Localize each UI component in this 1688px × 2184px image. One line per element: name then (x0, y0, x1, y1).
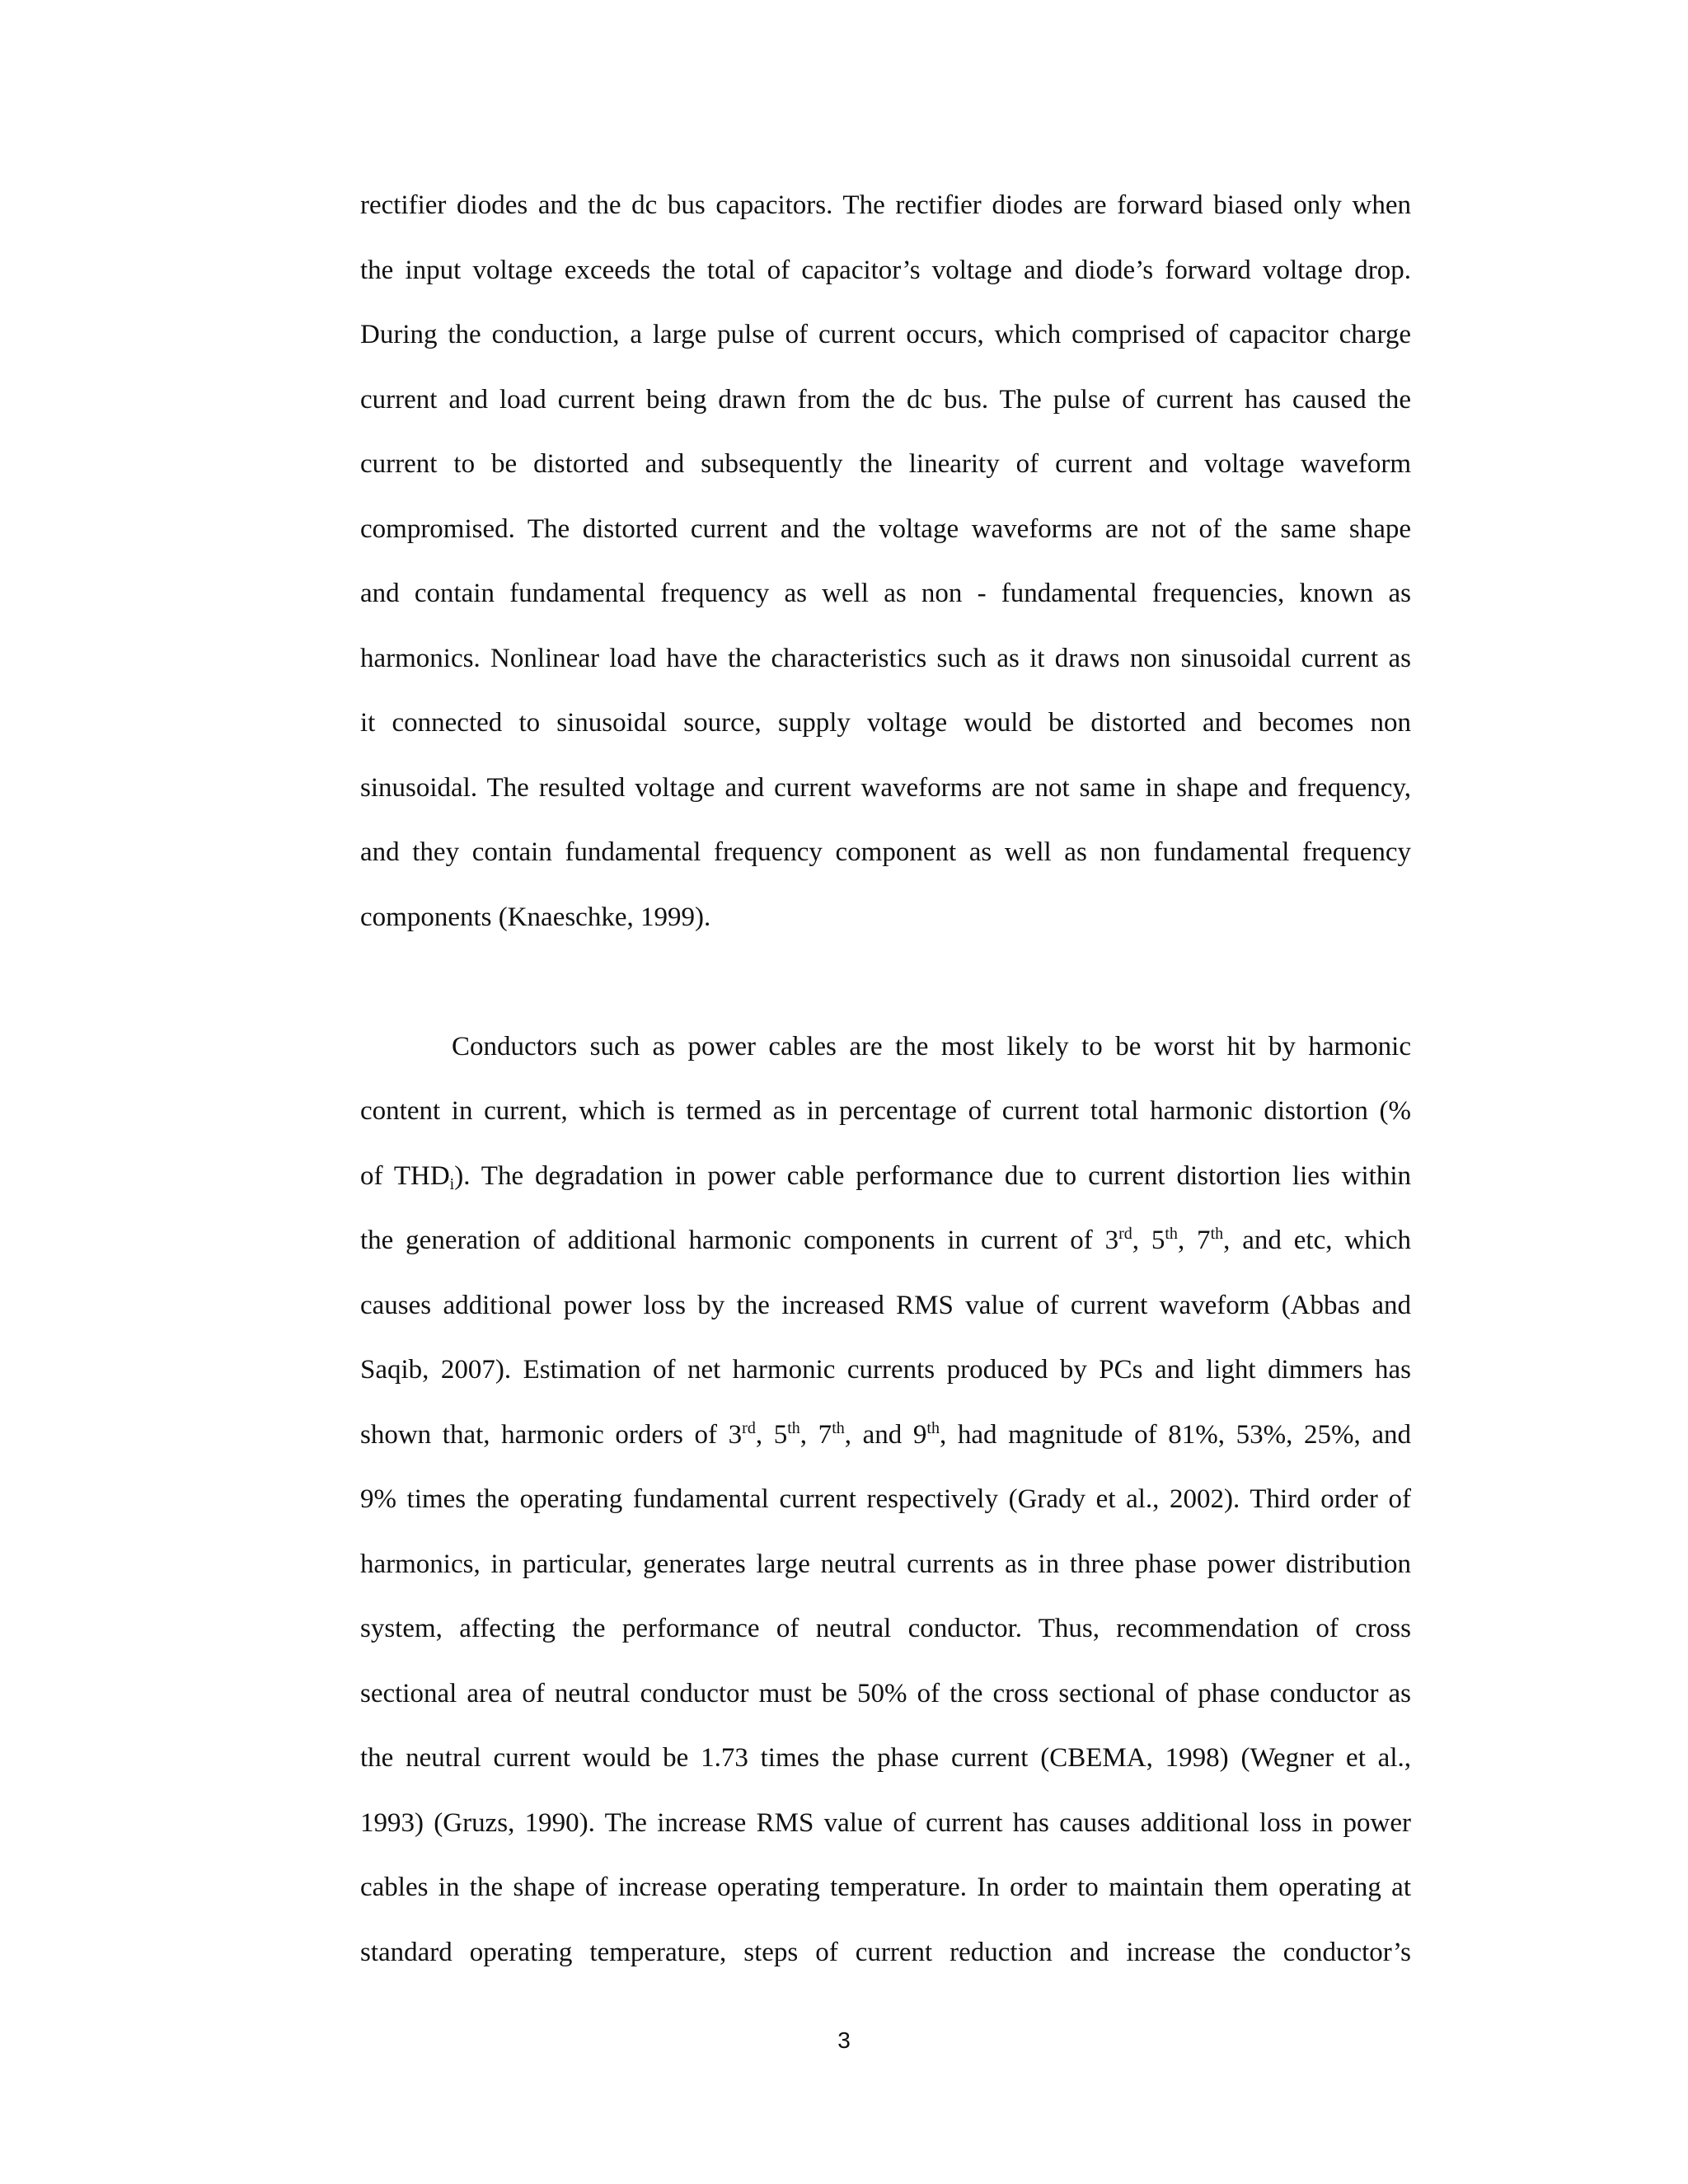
paragraph-2-line: content in current, which is termed as in percentage of current total harmonic distortion (% (360, 1096, 1411, 1126)
paragraph-gap (360, 949, 1411, 1015)
paragraph-2-line: standard operating temperature, steps of current reduction and increase the conductor’s (360, 1937, 1411, 1967)
paragraph-2-line: cables in the shape of increase operating temperature. In order to maintain them operating at (360, 1872, 1411, 1902)
paragraph-1-line: current and load current being drawn from the dc bus. The pulse of current has caused the (360, 384, 1411, 415)
superscript: th (1165, 1225, 1178, 1243)
paragraph-1-line: it connected to sinusoidal source, supply voltage would be distorted and becomes non (360, 708, 1411, 738)
paragraph-1-line: current to be distorted and subsequently the linearity of current and voltage waveform (360, 449, 1411, 479)
subscript: i (449, 1174, 455, 1193)
paragraph-2-line: Conductors such as power cables are the most likely to be worst hit by harmonic (452, 1031, 1411, 1062)
paragraph-2-line: 9% times the operating fundamental current respectively (Grady et al., 2002). Third order of (360, 1484, 1411, 1514)
text-run: of THD (360, 1160, 450, 1191)
paragraph-2-line-harmonic-magnitudes (360, 1403, 1411, 1468)
text-run: , 7 (799, 1419, 832, 1450)
text-run: , had magnitude of 81%, 53%, 25%, and (939, 1419, 1411, 1450)
paragraph-1-line: sinusoidal. The resulted voltage and current waveforms are not same in shape and frequency, (360, 772, 1411, 803)
text-run: , 5 (1132, 1226, 1165, 1255)
superscript: th (832, 1418, 845, 1437)
text-run: , 7 (1177, 1226, 1211, 1255)
paragraph-1-line: During the conduction, a large pulse of current occurs, which comprised of capacitor charge (360, 320, 1411, 349)
paragraph-2-line: Saqib, 2007). Estimation of net harmonic currents produced by PCs and light dimmers has (360, 1355, 1411, 1385)
paragraph-1-line: rectifier diodes and the dc bus capacitors. The rectifier diodes are forward biased only when (360, 190, 1411, 220)
paragraph-1-line: and they contain fundamental frequency component as well as non fundamental frequency (360, 837, 1411, 867)
text-run: the generation of additional harmonic components in current of 3 (360, 1226, 1119, 1255)
page-number: 3 (837, 2027, 851, 2053)
paragraph-2-line: the neutral current would be 1.73 times the phase current (CBEMA, 1998) (Wegner et al., (360, 1743, 1411, 1773)
text-run: , and etc, which (1223, 1226, 1411, 1255)
paragraph-1-line-last: components (Knaeschke, 1999). (360, 902, 711, 932)
paragraph-1-line: harmonics. Nonlinear load have the characteristics such as it draws non sinusoidal current as (360, 643, 1411, 673)
paragraph-2-line: system, affecting the performance of neutral conductor. Thus, recommendation of cross (360, 1614, 1411, 1643)
paragraph-2-line-harmonic-orders (360, 1208, 1411, 1273)
paragraph-1-line: and contain fundamental frequency as well as non - fundamental frequencies, known as (360, 579, 1411, 608)
paragraph-2-line: causes additional power loss by the increased RMS value of current waveform (Abbas and (360, 1290, 1411, 1320)
superscript: th (787, 1418, 800, 1437)
superscript: rd (1118, 1225, 1132, 1243)
paragraph-1-line: compromised. The distorted current and the voltage waveforms are not of the same shape (360, 513, 1411, 544)
text-run: ). The degradation in power cable performance due to current distortion lies within (454, 1160, 1412, 1191)
paragraph-2-line: 1993) (Gruzs, 1990). The increase RMS value of current has causes additional loss in power (360, 1807, 1411, 1838)
paragraph-1-line: the input voltage exceeds the total of capacitor’s voltage and diode’s forward voltage drop. (360, 255, 1411, 285)
paragraph-2-line-thd (360, 1144, 1411, 1209)
text-run: , and 9 (844, 1419, 927, 1450)
body-text (360, 173, 1411, 1985)
superscript: rd (742, 1418, 756, 1437)
text-run: , 5 (755, 1419, 788, 1450)
text-run: shown that, harmonic orders of 3 (360, 1419, 743, 1450)
paragraph-2-line: sectional area of neutral conductor must be 50% of the cross sectional of phase conductor as (360, 1678, 1411, 1708)
superscript: th (1210, 1225, 1224, 1243)
paragraph-2-line: harmonics, in particular, generates large neutral currents as in three phase power distribution (360, 1549, 1411, 1579)
superscript: th (926, 1418, 940, 1437)
